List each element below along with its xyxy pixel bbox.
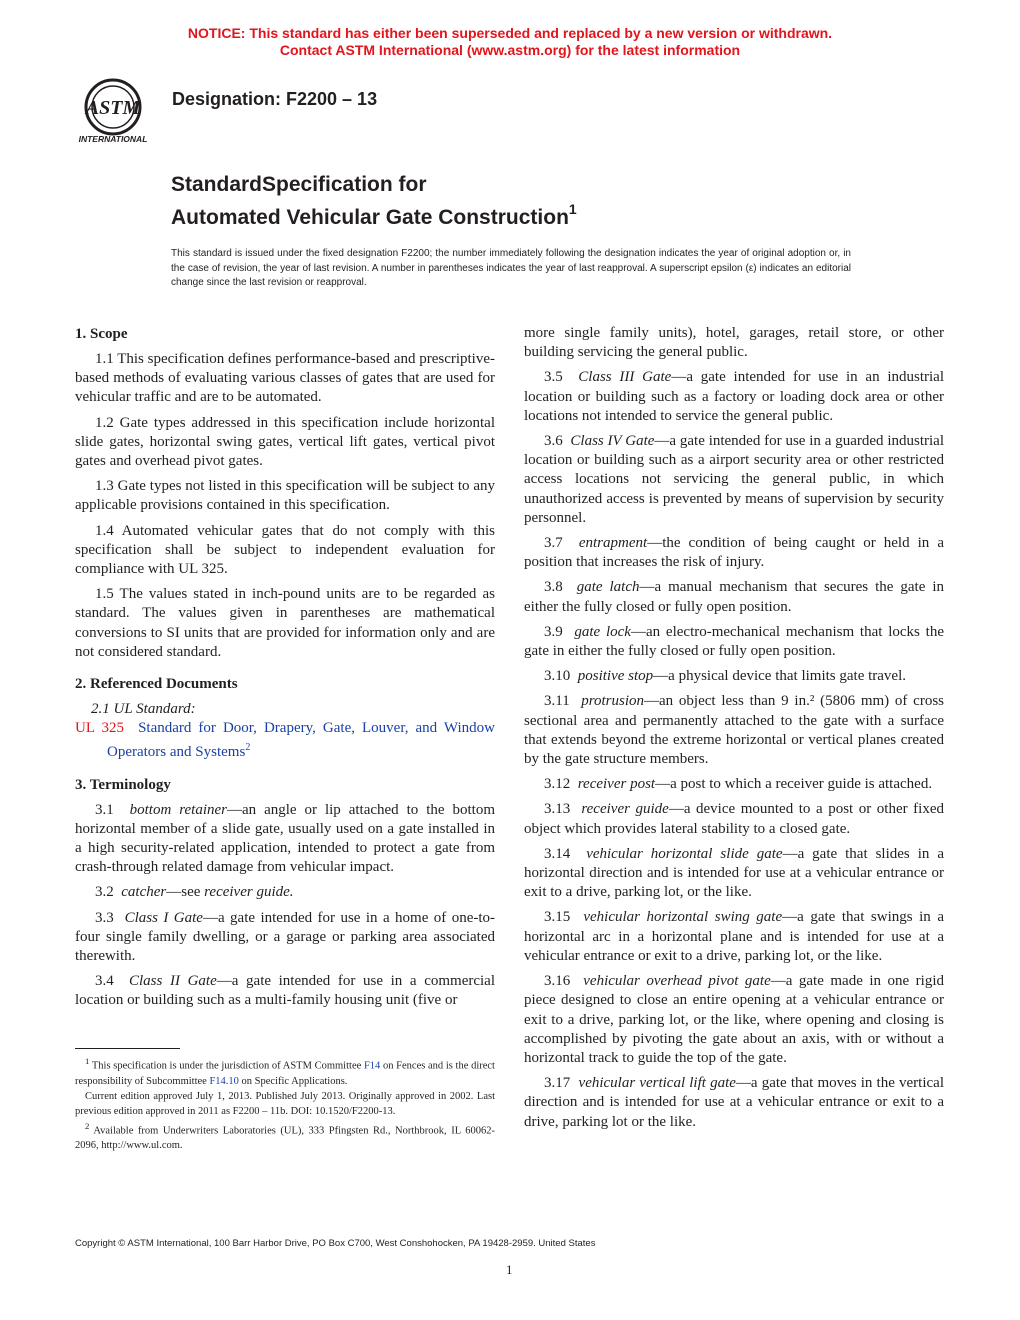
withdrawal-notice <box>0 25 1020 59</box>
term-3-8: 3.8 gate latch—a manual mechanism that secures the gate in either the fully closed or fully open position. <box>524 579 944 615</box>
paragraph-1-4: 1.4 Automated vehicular gates that do not comply with this specification shall be subject to independent evaluation for compliance with UL 325. <box>75 522 495 578</box>
section-heading-referenced-documents: 2. Referenced Documents <box>75 676 238 693</box>
term-3-14: 3.14 vehicular horizontal slide gate—a gate that slides in a horizontal direction and is intended for use at a vehicular entrance or exit to a drive, parking lot, or the like. <box>524 845 945 901</box>
section-heading-scope: 1. Scope <box>75 326 128 342</box>
term-3-7: 3.7 entrapment—the condition of being caught or held in a position that increases the risk of injury. <box>524 535 945 571</box>
term-3-11: 3.11 protrusion—an object less than 9 in.² (5806 mm) of cross sectional area and permanently attached to the gate with a surface that extends beyond the extreme horizontal or vertical planes created by the gate structure members. <box>524 693 944 768</box>
term-3-15: 3.15 vehicular horizontal swing gate—a gate that swings in a horizontal arc in a horizontal plane and is intended for use at a vehicular entrance or exit to a drive, parking lot, or the like. <box>524 909 944 964</box>
logo-label: INTERNATIONAL <box>78 134 148 144</box>
preamble: This standard is issued under the fixed designation F2200; the number immediately following the designation indicates the year of original adoption or, in the case of revision, the year of last revision. A number in parentheses indicates the year of last reapproval. A superscript epsilon (ε) indicates an editorial change since the last revision or reapproval. <box>171 248 851 288</box>
title-line-1: StandardSpecification for <box>171 173 427 196</box>
right-column <box>524 324 944 1138</box>
ul-325-title-link[interactable]: Standard for Door, Drapery, Gate, Louver, and Window Operators and Systems <box>107 720 495 761</box>
ul-325-reference[interactable] <box>75 719 495 762</box>
document-title <box>171 172 577 231</box>
paragraph-1-1: 1.1 This specification defines performance-based and prescriptive-based methods of evaluating various classes of gates that are used for vehicular traffic and are to be automated. <box>75 351 495 406</box>
section-heading-terminology: 3. Terminology <box>75 776 171 793</box>
subcommittee-f14-10-link[interactable]: F14.10 <box>209 1075 239 1087</box>
committee-f14-link[interactable]: F14 <box>363 1060 381 1072</box>
page-number: 1 <box>506 1262 513 1277</box>
term-3-4-continued: more single family units), hotel, garages, retail store, or other building servicing the general public. <box>524 325 944 361</box>
term-3-17: 3.17 vehicular vertical lift gate—a gate that moves in the vertical direction and is intended for use at a vehicular entrance or exit to a drive, parking lot or the like. <box>524 1075 944 1130</box>
term-3-1: 3.1 bottom retainer—an angle or lip attached to the bottom horizontal member of a slide gate, usually used on a gate installed in a high security-related application, intended to protect a gate from crash-through related damage from vehicular impact. <box>75 801 495 876</box>
term-3-9: 3.9 gate lock—an electro-mechanical mechanism that locks the gate in either the fully closed or fully open position. <box>524 623 945 660</box>
referenced-documents <box>75 700 495 763</box>
copyright: Copyright © ASTM International, 100 Barr Harbor Drive, PO Box C700, West Conshohocken, PA 19428-2959. United States <box>75 1238 596 1249</box>
ul-325-code-link[interactable]: UL 325 <box>75 720 124 737</box>
paragraph-1-3: 1.3 Gate types not listed in this specification will be subject to any applicable provisions contained in this specification. <box>75 478 495 514</box>
footnote-1: $^1$ This specification is under the jurisdiction of ASTM Committee F14 on Fences and is the direct responsibility of Subcommittee F14.10 on Specific Applications. <box>75 1056 495 1087</box>
left-column <box>75 324 495 1017</box>
astm-logo <box>72 76 162 148</box>
title-footnote-mark[interactable]: 1 <box>568 201 577 217</box>
logo-mark-text: ASTM <box>85 97 141 119</box>
notice-line-2: Contact ASTM International (www.astm.org) for the latest information <box>279 42 741 58</box>
paragraph-1-2: 1.2 Gate types addressed in this specification include horizontal slide gates, horizontal swing gates, vertical lift gates, vertical pivot gates and overhead pivot gates. <box>75 414 495 470</box>
term-3-5: 3.5 Class III Gate—a gate intended for use in an industrial location or building such as a factory or loading dock area or other locations not intended to service the general public. <box>524 369 945 424</box>
term-3-4: 3.4 Class II Gate—a gate intended for use in a commercial location or building such as a multi-family housing unit (five or <box>75 973 496 1009</box>
paragraph-1-5: 1.5 The values stated in inch-pound units are to be regarded as standard. The values given in parentheses are mathematical conversions to SI units that are provided for information only and are not considered standard. <box>75 586 495 660</box>
footnote-2: $^2$ Available from Underwriters Laboratories (UL), 333 Pfingsten Rd., Northbrook, IL 60062-2096, http://www.ul.com. <box>75 1120 495 1151</box>
ref-footnote-mark[interactable]: 2 <box>245 742 251 754</box>
footnotes <box>75 1048 495 1153</box>
term-3-13: 3.13 receiver guide—a device mounted to a post or other fixed object which provides lateral stability to a closed gate. <box>524 801 944 837</box>
term-3-12: 3.12 receiver post—a post to which a receiver guide is attached. <box>544 776 933 793</box>
term-3-6: 3.6 Class IV Gate—a gate intended for use in a guarded industrial location or building such as a airport security area or other restricted access locations not servicing the general public, in which unauthorized access is prevented by means of supervision by security personnel. <box>524 433 945 526</box>
designation: Designation: F2200 – 13 <box>172 89 378 109</box>
footnote-1-edition: Current edition approved July 1, 2013. Published July 2013. Originally approved in 2002. Last previous edition approved in 2011 as F2200 – 11b. DOI: 10.1520/F2200-13. <box>75 1090 495 1117</box>
term-3-3: 3.3 Class I Gate—a gate intended for use in a home of one-to-four single family dwelling, or a garage or parking area associated therewith. <box>75 909 496 965</box>
term-3-2: 3.2 catcher—see receiver guide. <box>95 884 294 901</box>
footnote-rule <box>75 1048 180 1049</box>
ul-standard-label: 2.1 UL Standard: <box>91 701 196 718</box>
notice-line-1: NOTICE: This standard has either been superseded and replaced by a new version or withdrawn. <box>187 25 833 41</box>
term-3-16: 3.16 vehicular overhead pivot gate—a gate made in one rigid piece designed to close an entire opening at a vehicular entrance or exit to a drive, parking lot, or the like, where opening and closing is accomplished by pivoting the gate about an axis, with or without a horizontal track to guide the top of the gate. <box>524 973 945 1066</box>
term-3-10: 3.10 positive stop—a physical device that limits gate travel. <box>544 668 907 685</box>
title-line-2: Automated Vehicular Gate Construction$^1$ <box>171 201 577 229</box>
